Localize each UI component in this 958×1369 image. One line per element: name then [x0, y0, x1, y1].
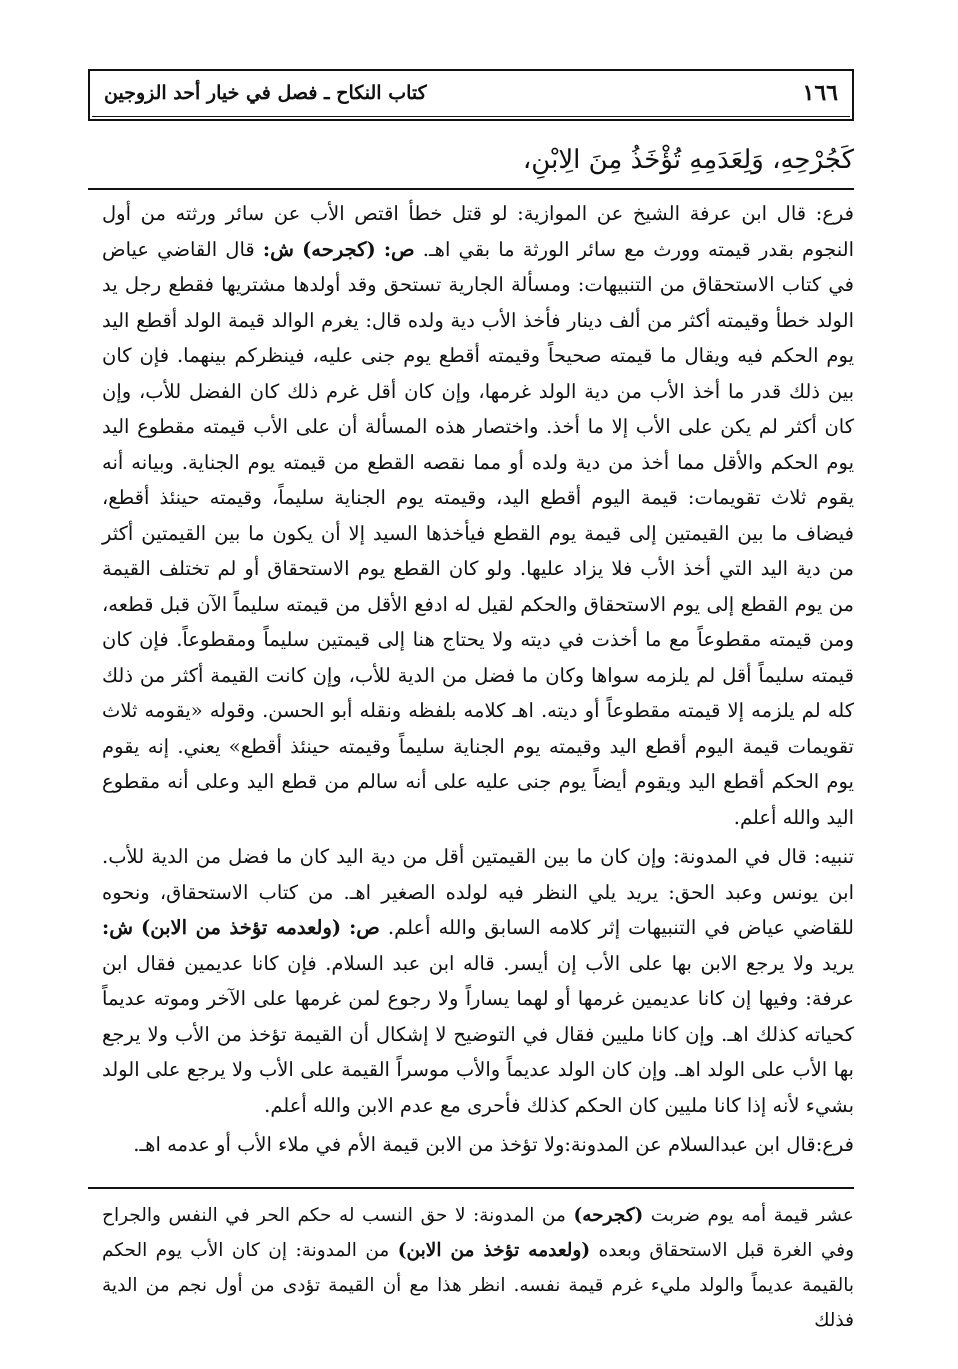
page-number: ١٦٦: [802, 80, 838, 106]
quoted-matn: (ولعدمه تؤخذ من الابن): [141, 916, 342, 939]
text-run: من المدونة: لا حق النسب له حكم الحر في النفس والجراح وفي الغرة قبل الاستحقاق وبعده: [102, 1205, 855, 1261]
sad-marker: ص:: [349, 916, 380, 939]
commentary: [102, 196, 854, 1163]
sad-marker: ص:: [383, 237, 415, 261]
footnote-paragraph: [102, 1198, 854, 1338]
commentary-paragraph-1: [102, 196, 854, 835]
separator-rule: [88, 188, 854, 190]
page-header: [88, 69, 854, 121]
sharh-marker: ش:: [102, 916, 134, 939]
quoted-matn: (كجرحه): [573, 1205, 644, 1226]
commentary-paragraph-3: فرع:قال ابن عبدالسلام عن المدونة:ولا تؤخذ من الابن قيمة الأم في ملاء الأب أو عدمه اهـ.: [133, 1133, 854, 1156]
text-run: قال القاضي عياض في كتاب الاستحقاق من التنبيهات: ومسألة الجارية تستحق وقد أولدها مشتريها فقطع رجل يد الولد خطأ وقيمته أكثر من ألف دينار فأخذ الأب دية ولده قال: يغرم الوالد قيمة الولد أقطع اليد يوم الحكم فيه ويقال ما قيمته صحيحاً وقيمته أقطع يوم جنى عليه، فينظركم بينهما. فإن كان بين ذلك قدر ما أخذ الأب من دية الولد غرمها، وإن كان أقل غرم ذلك كان الفضل للأب، وإن كان أكثر لم يكن على الأب إلا ما أخذ. واختصار هذه المسألة أن على الأب قيمته مقطوع اليد يوم الحكم والأقل مما أخذ من دية ولده أو مما نقصه القطع من قيمته يوم الجناية. وبيانه أنه يقوم ثلاث تقويمات: قيمة اليوم أقطع اليد، وقيمته يوم الجناية سليماً، وقيمته حينئذ أقطع، فيضاف ما بين القيمتين إلى قيمة يوم القطع فيأخذها السيد إلا أن يكون ما بين القيمتين أكثر من دية اليد التي أخذ الأب فلا يزاد عليها. ولو كان القطع يوم الاستحقاق أو لم تختلف القيمة من يوم القطع إلى يوم الاستحقاق والحكم لقيل له ادفع الأقل من قيمته سليماً الآن قبل قطعه، ومن قيمته مقطوعاً مع ما أخذت في ديته ولا يحتاج هنا إلى قيمتين سليماً ومقطوعاً. فإن كان قيمته سليماً أقل لم يلزمه سواها وكان ما فضل من الدية للأب، وإن كانت القيمة أكثر من ذلك كله لم يلزمه إلا قيمته مقطوعاً أو ديته. اهـ كلامه بلفظه ونقله أبو الحسن. وقوله «يقومه ثلاث تقويمات قيمة اليوم أقطع اليد وقيمته يوم الجناية سليماً وقيمته حينئذ أقطع» يعني. إنه يقوم يوم الحكم أقطع اليد ويقوم أيضاً يوم جنى عليه على أنه سالم من قطع اليد وعلى أنه مقطوع اليد والله أعلم.: [102, 237, 854, 829]
quoted-matn: (ولعدمه تؤخذ من الابن): [397, 1240, 591, 1261]
quoted-matn: (كجرحه): [302, 237, 376, 261]
text-run: تنبيه: قال في المدونة: وإن كان ما بين القيمتين أقل من دية اليد كان ما فضل من الدية للأب. ابن يونس وعبد الحق: يريد يلي النظر فيه لولده الصغير اهـ. من كتاب الاستحقاق، ونحوه للقاضي عياض في التنبيهات إثر كلامه السابق والله أعلم.: [102, 845, 854, 939]
text-run: عشر قيمة أمه يوم ضربت: [650, 1205, 854, 1226]
matn-text: كَجُرْحِهِ، وَلِعَدَمِهِ تُؤْخَذُ مِنَ الِابْنِ،: [522, 145, 854, 175]
sharh-marker: ش:: [262, 237, 294, 261]
text-run: يريد ولا يرجع الابن بها على الأب إن أيسر. قاله ابن عبد السلام. فإن كانا عديمين فقال ابن عرفة: وفيها إن كانا عديمين غرمها أو لهما يساراً ولا رجوع لمن غرمها على الآخر وموته عديماً كحياته كذلك اهـ. وإن كانا مليين فقال في التوضيح لا إشكال أن القيمة تؤخذ من الأب ولا يرجع بها الأب على الولد اهـ. وإن كان الولد عديماً والأب موسراً القيمة على الأب ولا يرجع على الولد بشيء لأنه إذا كانا مليين كان الحكم كذلك فأحرى مع عدم الابن والله أعلم.: [102, 951, 854, 1117]
footnote-separator: [88, 1187, 854, 1189]
commentary-paragraph-2: [102, 839, 854, 1123]
running-title: كتاب النكاح ـ فصل في خيار أحد الزوجين: [104, 82, 427, 104]
footnote: [102, 1198, 854, 1338]
text-run: من المدونة: إن كان الأب يوم الحكم بالقيمة عديماً والولد مليء غرم قيمة نفسه. انظر هذا مع أن القيمة تؤدى من أول نجم من الدية فذلك: [102, 1240, 854, 1331]
text-run: فرع: قال ابن عرفة الشيخ عن الموازية: لو قتل خطأ اقتص الأب عن سائر ورثته من أول النجوم بقدر قيمته وورث مع سائر الورثة ما بقي اهـ.: [102, 202, 855, 261]
